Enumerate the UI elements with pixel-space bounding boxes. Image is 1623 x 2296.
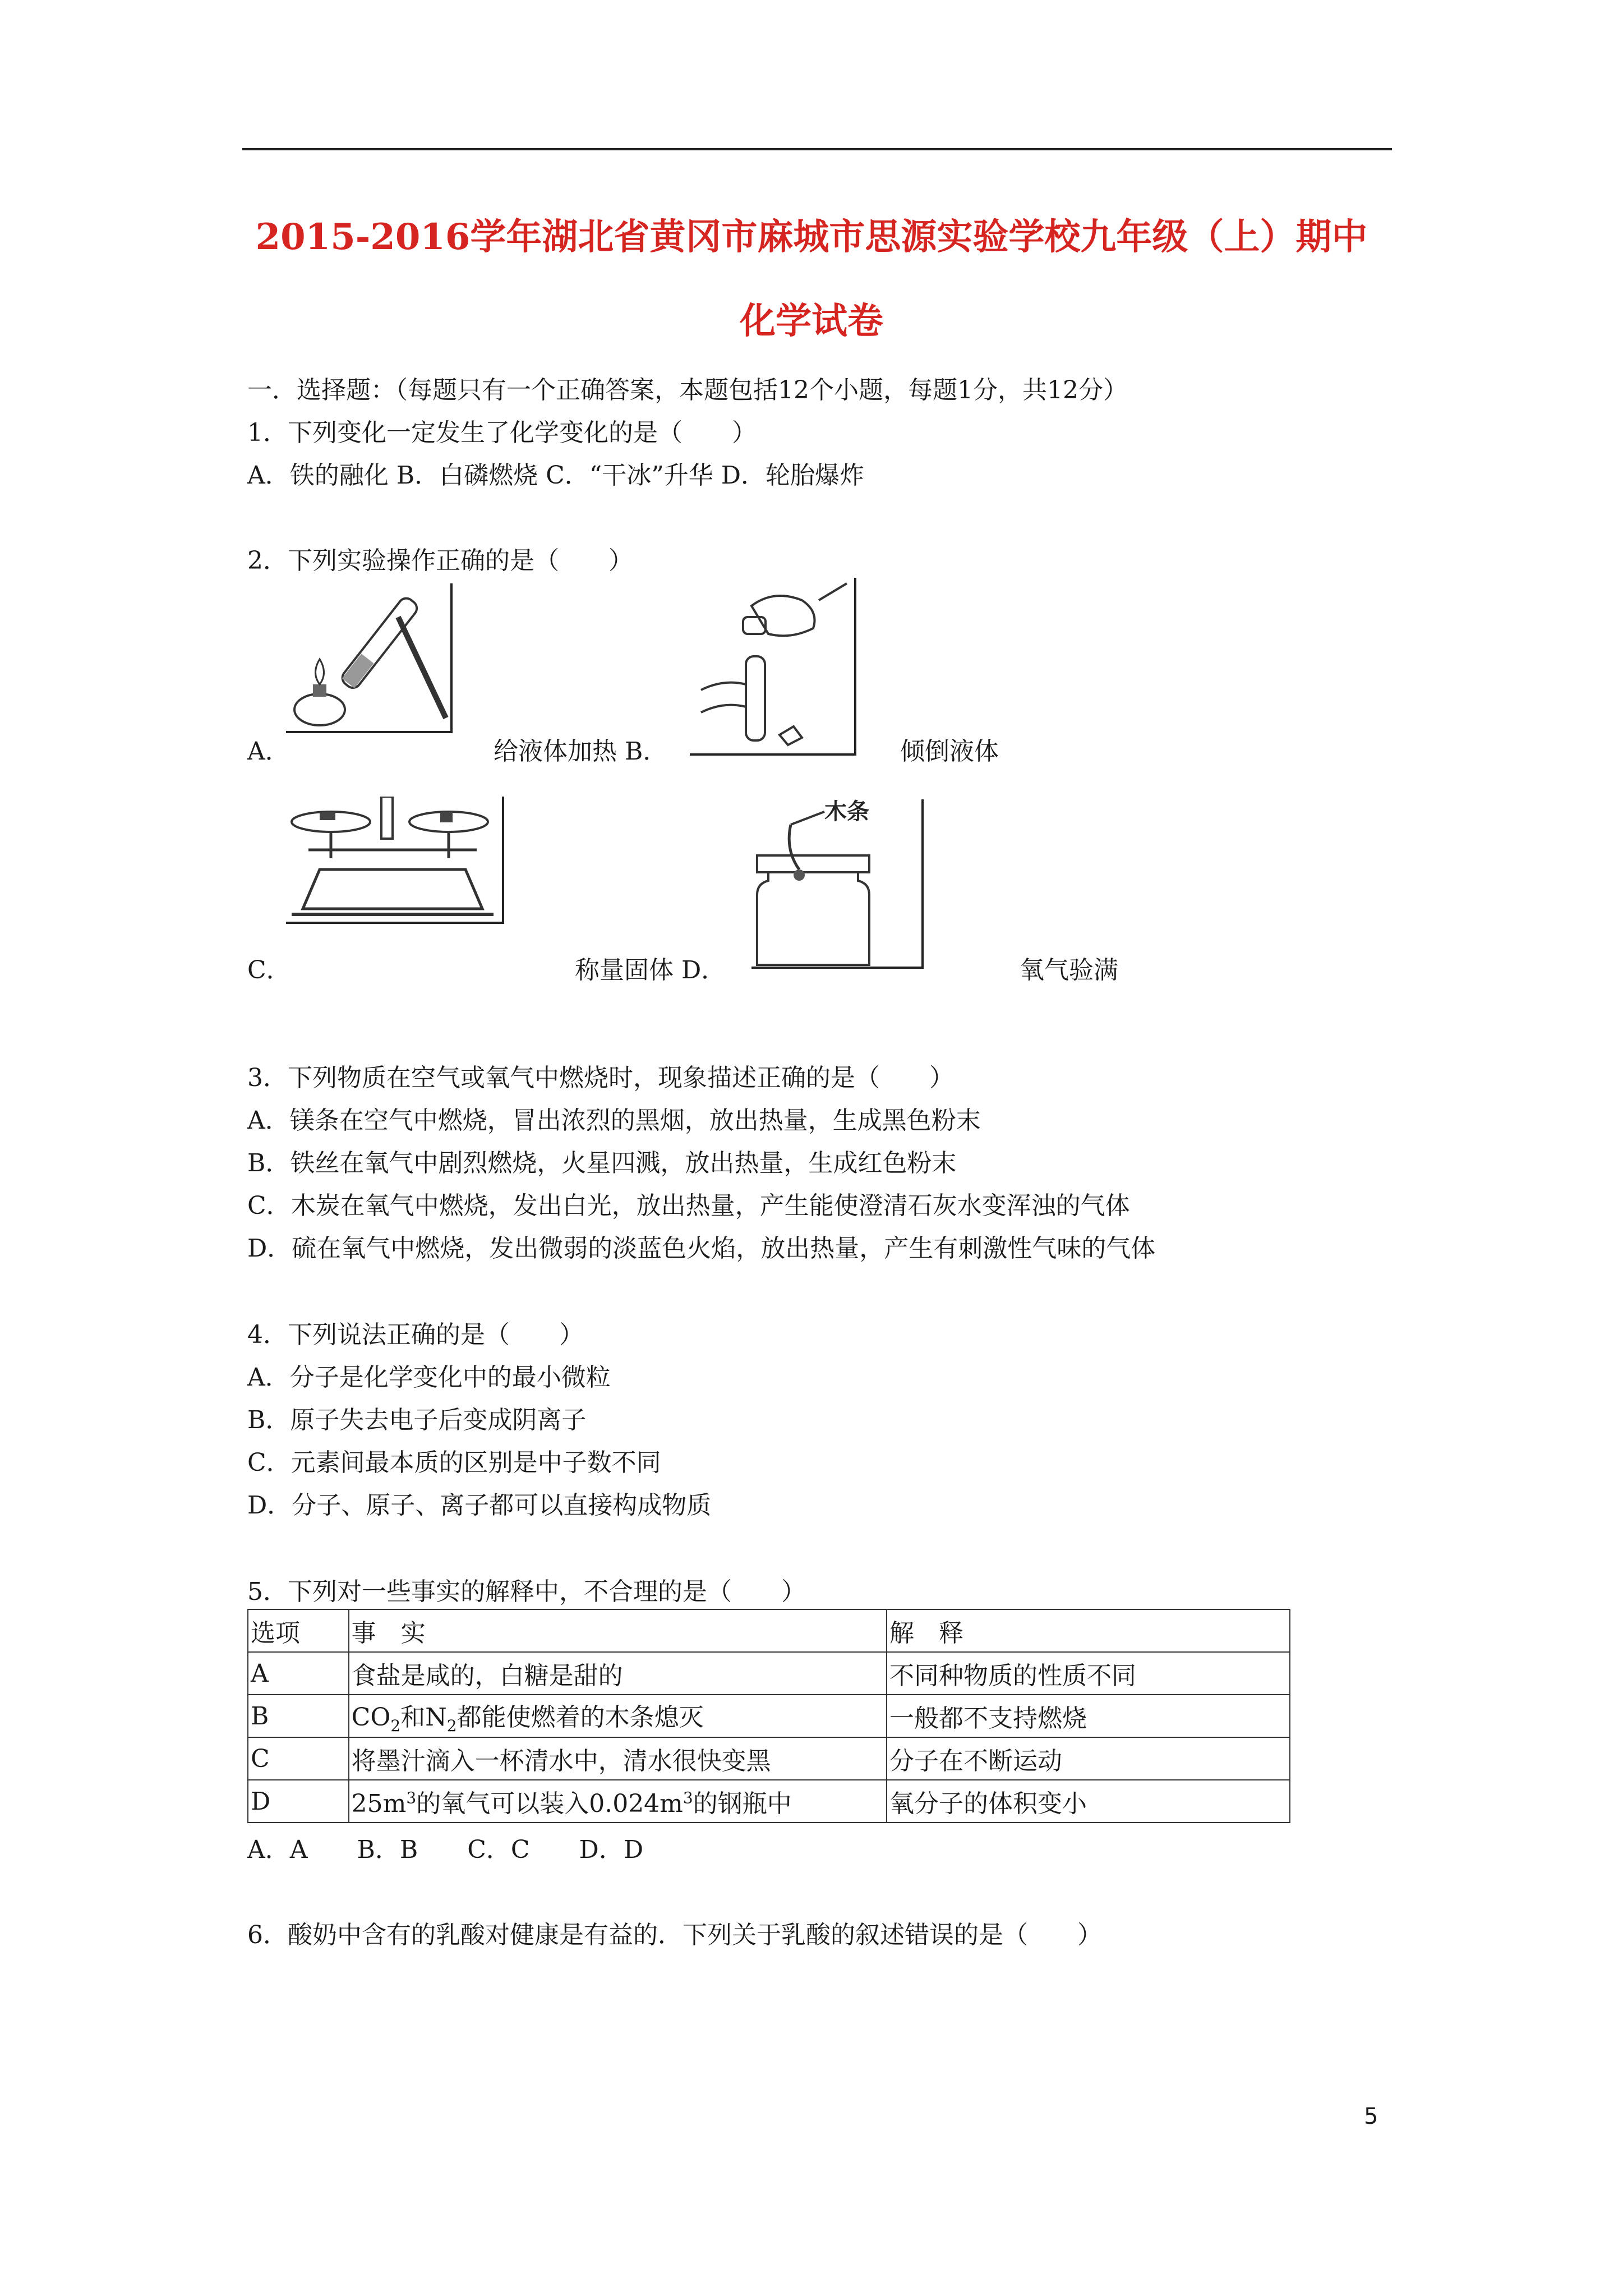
table-cell: C <box>248 1737 349 1780</box>
q4-option-a: A．分子是化学变化中的最小微粒 <box>247 1363 611 1392</box>
q2-option-a-letter: A． <box>247 737 290 766</box>
table-cell: 将墨汁滴入一杯清水中，清水很快变黑 <box>349 1737 887 1780</box>
table-cell: D <box>248 1780 349 1823</box>
formula-text: 的钢瓶中 <box>693 1789 792 1818</box>
section-heading: 一．选择题：（每题只有一个正确答案，本题包括12个小题，每题1分，共12分） <box>247 376 1128 404</box>
formula-text: CO <box>351 1703 391 1732</box>
table-cell <box>349 1780 887 1823</box>
q4-stem: 4．下列说法正确的是（ ） <box>247 1320 584 1349</box>
header-rule <box>242 148 1392 150</box>
figure-pouring-liquid <box>690 578 858 757</box>
table-header-cell: 解 释 <box>887 1609 1290 1652</box>
table-cell: 食盐是咸的，白糖是甜的 <box>349 1652 887 1695</box>
table-cell: B <box>248 1695 349 1737</box>
q4-option-c: C．元素间最本质的区别是中子数不同 <box>247 1448 661 1477</box>
subscript: 2 <box>390 1716 401 1735</box>
q3-stem: 3．下列物质在空气或氧气中燃烧时，现象描述正确的是（ ） <box>247 1064 954 1092</box>
formula-text: 的氧气可以装入0.024m <box>416 1789 683 1818</box>
q2-option-c-letter: C． <box>247 956 291 984</box>
q5-stem: 5．下列对一些事实的解释中，不合理的是（ ） <box>247 1577 806 1606</box>
subscript: 2 <box>446 1716 457 1735</box>
q2-option-a-text: 给液体加热 B． <box>494 737 668 766</box>
table-header-row <box>248 1609 1290 1652</box>
q5-answer-options: A．A B．B C．C D．D <box>247 1835 644 1864</box>
page-number: 5 <box>1364 2104 1378 2129</box>
formula-text: 和N <box>400 1703 447 1732</box>
q1-stem: 1．下列变化一定发生了化学变化的是（ ） <box>247 418 757 447</box>
superscript: 3 <box>406 1788 417 1807</box>
q4-option-d: D．分子、原子、离子都可以直接构成物质 <box>247 1491 712 1520</box>
q3-option-a: A．镁条在空气中燃烧，冒出浓烈的黑烟，放出热量，生成黑色粉末 <box>247 1106 981 1135</box>
table-row <box>248 1695 1290 1737</box>
q4-option-b: B．原子失去电子后变成阴离子 <box>247 1406 587 1434</box>
q2-option-c-text: 称量固体 D． <box>575 956 726 984</box>
exam-title-line1: 2015-2016学年湖北省黄冈市麻城市思源实验学校九年级（上）期中 <box>255 216 1368 258</box>
table-row <box>248 1737 1290 1780</box>
exam-title-line2: 化学试卷 <box>740 300 883 342</box>
figure-heating-liquid <box>286 583 454 735</box>
table-row <box>248 1780 1290 1823</box>
q3-option-b: B．铁丝在氧气中剧烈燃烧，火星四溅，放出热量，生成红色粉末 <box>247 1149 957 1177</box>
q3-option-c: C．木炭在氧气中燃烧，发出白光，放出热量，产生能使澄清石灰水变浑浊的气体 <box>247 1191 1130 1220</box>
table-header-cell: 选项 <box>248 1609 349 1652</box>
formula-text: 25m <box>351 1789 407 1818</box>
superscript: 3 <box>683 1788 693 1807</box>
q1-options: A．铁的融化 B．白磷燃烧 C．“干冰”升华 D．轮胎爆炸 <box>247 461 864 490</box>
q2-option-b-text: 倾倒液体 <box>900 737 999 766</box>
table-cell: 分子在不断运动 <box>887 1737 1290 1780</box>
table-row <box>248 1652 1290 1695</box>
formula-text: 都能使燃着的木条熄灭 <box>457 1703 704 1732</box>
q3-option-d: D．硫在氧气中燃烧，发出微弱的淡蓝色火焰，放出热量，产生有刺激性气味的气体 <box>247 1234 1156 1263</box>
q2-stem: 2．下列实验操作正确的是（ ） <box>247 546 633 575</box>
q6-stem: 6．酸奶中含有的乳酸对健康是有益的．下列关于乳酸的叙述错误的是（ ） <box>247 1921 1102 1949</box>
table-cell: 氧分子的体积变小 <box>887 1780 1290 1823</box>
table-cell: 不同种物质的性质不同 <box>887 1652 1290 1695</box>
table-cell: 一般都不支持燃烧 <box>887 1695 1290 1737</box>
figure-oxygen-test <box>751 799 925 970</box>
q5-table <box>247 1609 1290 1823</box>
q2-option-d-text: 氧气验满 <box>1020 956 1118 984</box>
table-cell: A <box>248 1652 349 1695</box>
table-cell <box>349 1695 887 1737</box>
table-header-cell: 事 实 <box>349 1609 887 1652</box>
stick-label: 木条 <box>824 799 869 825</box>
figure-weighing-solid <box>286 797 505 926</box>
